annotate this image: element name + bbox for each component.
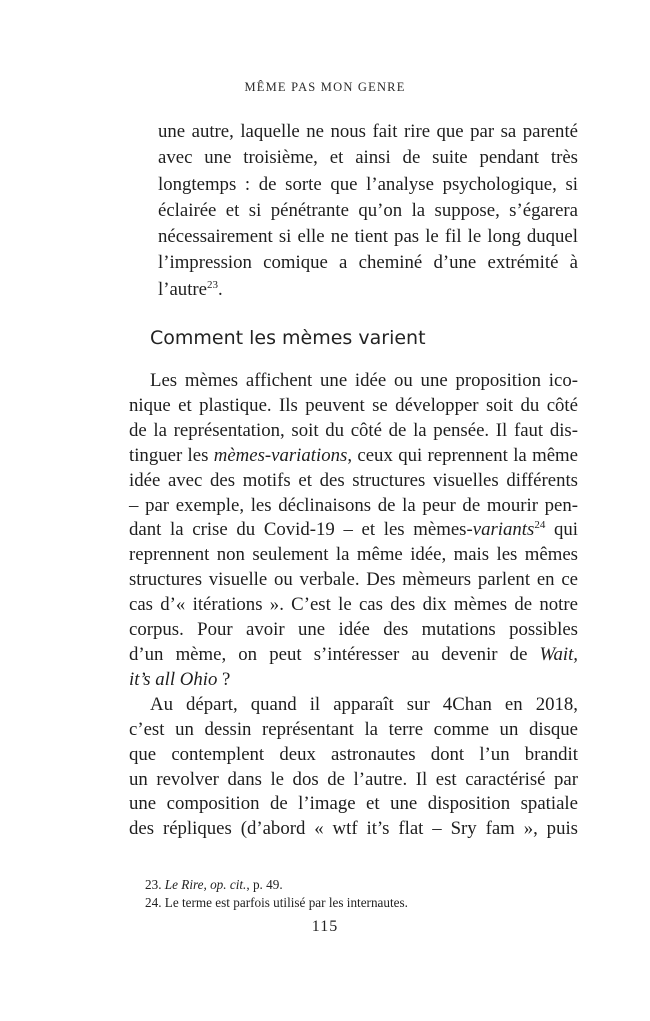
body-line: cas d’« itérations ». C’est le cas des dix mèmes de notre (129, 594, 578, 616)
quote-line: nécessairement si elle ne tient pas le fil le long duquel (158, 226, 578, 248)
quote-line: une autre, laquelle ne nous fait rire que par sa parenté (158, 121, 578, 142)
italic-term: mèmes-variations (213, 444, 348, 466)
body-text-run: tinguer les (129, 444, 214, 466)
body-text (129, 369, 578, 842)
italic-title: Wait, (539, 643, 578, 665)
footnotes (145, 876, 408, 912)
body-line: une composition de l’image et une disposition spatiale (129, 793, 578, 815)
body-line: reprennent non seulement la même idée, mais les mêmes (129, 544, 578, 566)
body-line: structures visuelle ou verbale. Des mèmeurs parlent en ce (129, 569, 578, 591)
quote-text: l’autre (158, 278, 208, 300)
body-line: de la représentation, soit du côté de la pensée. Il faut dis- (129, 419, 578, 441)
quote-line: longtemps : de sorte que l’analyse psychologique, si (158, 173, 578, 195)
body-text-run: dant la crise du Covid-19 – et les mèmes- (129, 519, 473, 541)
body-text-run: qui (545, 519, 578, 541)
footnote-title: Le Rire, op. cit. (164, 877, 247, 892)
body-line: un revolver dans le dos de l’autre. Il est caractérisé par (129, 768, 578, 790)
section-heading: Comment les mèmes varient (150, 327, 426, 349)
block-quote (158, 119, 578, 303)
quote-line (158, 277, 578, 303)
quote-text: . (218, 278, 223, 300)
body-line: Au départ, quand il apparaît sur 4Chan en 2018, (150, 693, 578, 715)
body-line: que contemplent deux astronautes dont l’un brandit (129, 743, 578, 765)
page-number: 115 (311, 918, 339, 935)
body-line (129, 643, 578, 668)
body-line (129, 668, 578, 693)
body-line: Les mèmes affichent une idée ou une proposition ico- (150, 370, 578, 391)
quote-line: avec une troisième, et ainsi de suite pendant très (158, 147, 578, 169)
footnote-text: , p. 49. (246, 877, 283, 892)
body-line: c’est un dessin représentant la terre comme un disque (129, 718, 578, 740)
body-line: – par exemple, les déclinaisons de la peur de mourir pen- (129, 494, 578, 516)
quote-line: l’impression comique a cheminé d’une extrémité à (158, 252, 578, 274)
quote-line: éclairée et si pénétrante qu’on la suppose, s’égarera (158, 199, 578, 221)
body-line: nique et plastique. Ils peuvent se développer soit du côté (129, 394, 578, 416)
footnote-number: 23. (145, 877, 165, 892)
body-line (129, 444, 578, 469)
body-text-run: ? (217, 668, 231, 690)
body-text-run: d’un mème, on peut s’intéresser au devenir de (129, 643, 540, 665)
body-line: corpus. Pour avoir une idée des mutations possibles (129, 619, 578, 641)
italic-title: it’s all Ohio (129, 668, 218, 690)
body-line: idée avec des motifs et des structures visuelles différents (129, 469, 578, 491)
running-head: MÊME PAS MON GENRE (244, 80, 406, 94)
body-text-run: , ceux qui reprennent la même (347, 444, 578, 466)
body-line (129, 518, 578, 543)
body-line: des répliques (d’abord « wtf it’s flat – Sry fam », puis (129, 818, 578, 840)
footnote-24: 24. Le terme est parfois utilisé par les internautes. (145, 895, 408, 910)
footnote-ref-23: 23 (207, 278, 219, 291)
footnote-ref-24: 24 (534, 519, 546, 532)
italic-term: variants (472, 519, 535, 541)
footnote-23 (145, 876, 408, 894)
